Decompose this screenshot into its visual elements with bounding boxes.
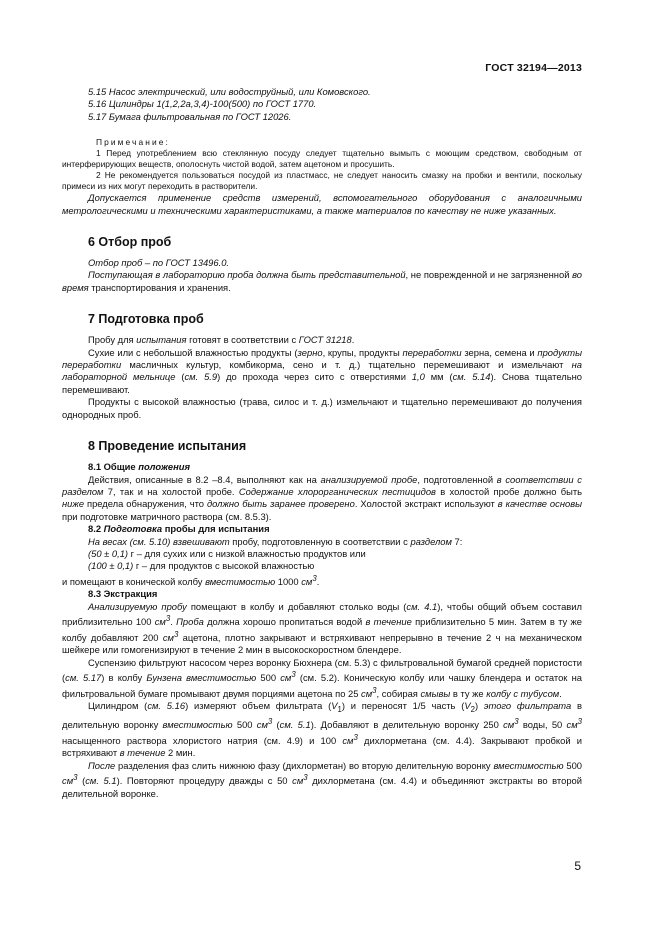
text-span: см — [256, 719, 268, 731]
weighing-line — [62, 536, 582, 548]
mass-option-dry — [62, 548, 582, 560]
text-span: 1000 — [275, 575, 302, 587]
text-span: г – для продуктов с высокой влажностью — [133, 560, 315, 572]
extraction-paragraph-4 — [62, 760, 582, 800]
text-span: 2 мин. — [165, 747, 196, 759]
general-paragraph — [62, 474, 582, 524]
superscript: 3 — [577, 717, 582, 727]
text-span: Подготовка — [103, 523, 163, 535]
text-span: Пробу для — [88, 334, 137, 346]
note-item-1: 1 Перед употреблением всю стеклянную посуду следует тщательно вымыть с моющим средством, свободным от интерферирующих веществ, ополоснуть чистой водой, затем ацетоном и просушить. — [62, 148, 582, 170]
text-span: 500 — [256, 672, 281, 684]
superscript: 3 — [267, 717, 273, 727]
prep-paragraph-2 — [62, 347, 582, 397]
superscript: 3 — [372, 685, 377, 695]
mass-option-wet — [62, 560, 582, 572]
text-span: см — [280, 672, 292, 684]
text-span: . — [559, 687, 562, 699]
text-span: готовят в соответствии с — [186, 334, 299, 346]
text-span: в течение — [119, 747, 166, 759]
text-span: ГОСТ 31218 — [298, 334, 352, 346]
text-span: смывы — [420, 687, 451, 699]
text-span: дихлорметана (см. 4.4). Закрывают пробкой и встряхивают — [62, 734, 582, 759]
prep-paragraph-1 — [62, 334, 582, 346]
text-span: ) до прохода через сито с отверстиями — [217, 371, 412, 383]
text-span: ) измеряют объем фильтрата ( — [185, 700, 332, 712]
text-span: Содержание хлорорганических пестицидов — [238, 485, 436, 497]
text-span: в качестве основы — [497, 498, 583, 510]
text-span: мм ( — [424, 371, 453, 383]
text-span: в ту же — [450, 687, 487, 699]
text-span: разделения фаз слить нижнюю фазу (дихлорметан) во вторую делительную воронку — [115, 759, 494, 771]
superscript: 3 — [514, 717, 519, 727]
text-span: см — [62, 775, 74, 787]
text-span: V — [331, 700, 338, 712]
document-body — [62, 86, 582, 800]
text-span: . — [316, 575, 320, 587]
text-span: зерна, семена и — [461, 346, 538, 358]
section-7-heading: 7 Подготовка проб — [88, 312, 204, 327]
text-span: в холостой пробе должно быть — [435, 485, 582, 497]
extraction-paragraph-2 — [62, 657, 582, 700]
text-span: . Холостой экстракт используют — [354, 498, 498, 510]
sampling-reference: Отбор проб – по ГОСТ 13496.0. — [88, 257, 230, 269]
text-span: см — [503, 719, 515, 731]
text-span: 8.2 — [88, 523, 104, 535]
text-span: Поступающая в лабораторию проба должна быть представительной — [88, 269, 406, 281]
text-span: продукты переработки — [62, 346, 582, 371]
text-span: см. 5.16 — [147, 700, 186, 712]
text-span: в течение — [365, 616, 412, 628]
text-span: ниже — [62, 498, 85, 510]
text-span: предела обнаружения, что — [84, 498, 207, 510]
subsection-8-2-heading — [62, 523, 582, 535]
text-span: дихлорметана (см. 4.4) и объединяют экстракты во второй делительной воронке. — [62, 775, 582, 799]
text-span: Сухие или с небольшой влажностью продукты ( — [88, 346, 298, 358]
text-span: испытания — [136, 334, 187, 346]
text-span: при подготовке матричного раствора (см. 8.5.3). — [62, 510, 272, 522]
text-span: воды, 50 — [518, 719, 567, 731]
text-span: 500 — [232, 719, 257, 731]
superscript: 3 — [73, 773, 78, 783]
superscript: 3 — [353, 732, 358, 742]
text-span: Действия, описанные в 8.2 –8.4, выполняют как на — [88, 473, 321, 485]
text-span: вместимостью — [493, 759, 564, 771]
text-span: пробу, подготовленную в соответствии с — [229, 535, 411, 547]
text-span: 500 — [563, 759, 583, 771]
text-span: пробы для испытания — [162, 523, 270, 535]
text-span: переработки — [402, 346, 462, 358]
text-span: зерно — [297, 346, 323, 358]
text-span: (50 ± 0,1) — [88, 547, 129, 559]
text-span: во время — [62, 269, 582, 293]
section-6-heading: 6 Отбор проб — [88, 235, 172, 250]
text-span: Проба — [176, 616, 204, 628]
text-span: Суспензию фильтруют насосом через воронку Бюхнера (см. 5.3) с фильтровальной бумагой средней пористости ( — [62, 656, 582, 684]
text-span: ). Повторяют процедуру дважды с 50 — [116, 775, 293, 787]
text-span: см. 5.17 — [65, 672, 102, 684]
text-span: в делительную воронку — [62, 700, 582, 731]
text-span: 7: — [451, 535, 463, 547]
text-span: см — [301, 575, 313, 587]
text-span: (100 ± 0,1) — [88, 560, 134, 572]
text-span: 7, так и на холостой пробе. — [103, 485, 239, 497]
text-span: Анализируемую пробу — [88, 600, 187, 612]
text-span: см — [361, 687, 373, 699]
permission-paragraph: Допускается применение средств измерений, вспомогательного оборудования с аналогичными метрологическими и техническими характеристиками, а также материалов по качеству не ниже указанных. — [62, 192, 582, 216]
text-span: должно быть заранее проверено — [206, 498, 355, 510]
text-span: ) и переносят 1/5 часть ( — [341, 700, 465, 712]
text-span: Цилиндром ( — [88, 700, 148, 712]
text-span: см — [566, 719, 578, 731]
text-span: масличных культур, комбикорма, сено и т. д.) тщательно перемешивают и измельчают — [121, 359, 572, 371]
text-span: ( — [77, 775, 86, 787]
superscript: 3 — [173, 629, 179, 639]
text-span: разделом — [410, 535, 452, 547]
text-span: см — [342, 734, 354, 746]
superscript: 3 — [291, 669, 296, 679]
prep-paragraph-3: Продукты с высокой влажностью (трава, силос и т. д.) измельчают и тщательно перемешивают до получения однородных проб. — [62, 396, 582, 420]
text-span: , крупы, продукты — [322, 346, 403, 358]
text-span: . — [351, 334, 355, 346]
text-span: 1,0 — [411, 371, 425, 383]
subsection-8-1-heading — [62, 461, 582, 473]
flask-line — [62, 573, 582, 589]
text-span: , собирая — [376, 687, 421, 699]
superscript: 3 — [312, 573, 317, 583]
text-span: транспортирования и хранения. — [88, 281, 231, 293]
subscript: 1 — [337, 704, 342, 714]
text-span: ), чтобы общий объем составил приблизительно 100 — [62, 600, 582, 628]
text-span: ацетона, плотно закрывают и встряхивают непрерывно в течение 2 ч на механическом шейкере или гомогенизируют в течение 2 мин в высокоскоростном блендере. — [62, 631, 582, 656]
text-span: ( — [272, 719, 280, 731]
superscript: 3 — [165, 614, 171, 624]
document-standard-id: ГОСТ 32194—2013 — [485, 62, 582, 74]
subscript: 2 — [470, 704, 475, 714]
text-span: в соответствии с разделом — [62, 473, 582, 497]
text-span: помещают в колбу и добавляют столько воды ( — [186, 600, 407, 612]
text-span: см. 5.14 — [452, 371, 491, 383]
text-span: 8.1 Общие — [88, 461, 139, 473]
text-span: Бунзена вместимостью — [146, 672, 257, 684]
text-span: ). Снова тщательно перемешивают. — [62, 371, 582, 395]
section-8-heading: 8 Проведение испытания — [88, 439, 247, 454]
text-span: и помещают в конической колбу — [62, 575, 206, 587]
text-span: анализируемой пробе — [320, 473, 418, 485]
text-span: (см. 5.2). Коническую колбу или чашку блендера и остаток на фильтровальной бумаге промывают двумя порциями ацетона по 25 — [62, 672, 582, 699]
text-span: На весах (см. 5.10) взвешивают — [88, 535, 230, 547]
text-span: этого фильтрата — [483, 700, 572, 712]
text-span: . — [170, 616, 177, 628]
text-span: ) — [474, 700, 484, 712]
list-item: 5.16 Цилиндры 1(1,2,2а,3,4)-100(500) по ГОСТ 1770. — [88, 98, 317, 110]
text-span: приблизительно 5 мин. Затем в ту же колбу добавляют 200 — [62, 616, 582, 643]
text-span: вместимостью — [162, 719, 233, 731]
text-span: колбу с тубусом — [486, 687, 560, 699]
text-span: , не поврежденной и не загрязненной — [405, 269, 573, 281]
equipment-list — [62, 86, 582, 123]
page-number: 5 — [574, 859, 581, 873]
text-span: V — [464, 700, 471, 712]
text-span: вместимостью — [205, 575, 276, 587]
text-span: , подготовленной — [417, 473, 497, 485]
note-item-2: 2 Не рекомендуется пользоваться посудой из пластмасс, не следует наносить смазку на пробки и вентили, поскольку примеси из них могут переходить в растворители. — [62, 170, 582, 192]
text-span: ). Добавляют в делительную воронку 250 — [310, 719, 504, 731]
text-span: положения — [138, 461, 191, 473]
text-span: должна хорошо пропитаться водой — [203, 616, 366, 628]
text-span: см. 5.1 — [279, 719, 311, 731]
text-span: см — [162, 631, 174, 643]
list-item: 5.15 Насос электрический, или водоструйный, или Комовского. — [88, 86, 371, 97]
text-span: После — [88, 759, 116, 771]
extraction-paragraph-3 — [62, 700, 582, 760]
text-span: см. 4.1 — [406, 600, 438, 612]
text-span: см. 5.9 — [184, 371, 218, 383]
note-heading: Примечание: — [96, 137, 170, 148]
text-span: насыщенного раствора хлористого натрия (см. 4.9) и 100 — [62, 734, 343, 746]
extraction-paragraph-1 — [62, 601, 582, 657]
text-span: г – для сухих или с низкой влажностью продуктов или — [128, 547, 366, 559]
text-span: см. 5.1 — [85, 775, 117, 787]
text-span: ) в колбу — [101, 672, 147, 684]
sampling-paragraph — [62, 269, 582, 294]
list-item: 5.17 Бумага фильтровальная по ГОСТ 12026. — [88, 110, 292, 122]
superscript: 3 — [303, 773, 308, 783]
text-span: ( — [175, 371, 185, 383]
text-span: см — [154, 616, 166, 628]
subsection-8-3-heading: 8.3 Экстракция — [88, 588, 158, 600]
text-span: на лабораторной мельнице — [62, 359, 582, 383]
text-span: см — [292, 775, 304, 787]
